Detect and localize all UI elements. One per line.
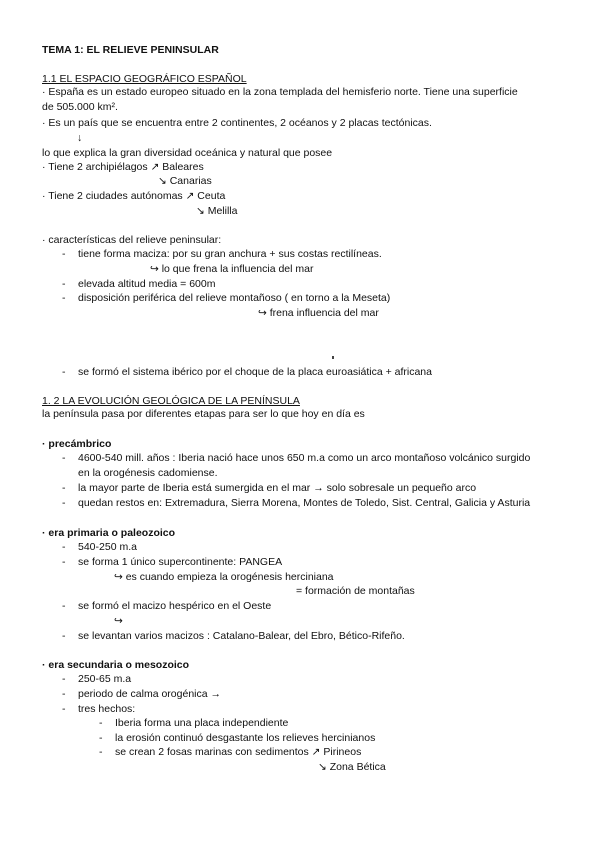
list-item-sub: = formación de montañas — [296, 585, 415, 597]
paragraph-line: la península pasa por diferentes etapas para ser lo que hoy en día es — [42, 408, 365, 420]
list-item-sub: ↪ — [114, 615, 123, 627]
list-item: en la orogénesis cadomiense. — [78, 467, 218, 479]
bullet-dash: - — [99, 717, 103, 729]
bullet-dash: - — [62, 630, 66, 642]
bullet-dash: - — [62, 600, 66, 612]
list-item: 250-65 m.a — [78, 673, 132, 685]
bullet-dash: - — [62, 703, 66, 715]
list-item: disposición periférica del relieve montañoso ( en torno a la Meseta) — [78, 292, 391, 304]
bullet-dash: - — [62, 556, 66, 568]
list-item: se formó el macizo hespérico en el Oeste — [78, 600, 272, 612]
bullet-dash: - — [62, 482, 66, 494]
list-item: 540-250 m.a — [78, 541, 137, 553]
bullet-dash: - — [62, 292, 66, 304]
bullet-dash: - — [62, 278, 66, 290]
bullet-dash: - — [62, 452, 66, 464]
bullet-dash: - — [62, 688, 66, 700]
era-heading-precambrico: · precámbrico — [42, 438, 112, 450]
list-item: periodo de calma orogénica → — [78, 688, 222, 700]
list-item-sub: ↘ Zona Bética — [318, 761, 386, 773]
list-item: se forma 1 único supercontinente: PANGEA — [78, 556, 283, 568]
section-heading-1-2: 1. 2 LA EVOLUCIÓN GEOLÓGICA DE LA PENÍNSULA — [42, 395, 300, 407]
bullet-dash: - — [99, 746, 103, 758]
era-heading-secundaria: · era secundaria o mesozoico — [42, 659, 190, 671]
list-item: la mayor parte de Iberia está sumergida en el mar → solo sobresale un pequeño arco — [78, 482, 477, 494]
list-item-sub: ↪ frena influencia del mar — [258, 307, 379, 319]
arrow-down-icon: ↓ — [77, 132, 83, 144]
bullet-dash: - — [62, 541, 66, 553]
list-item: tres hechos: — [78, 703, 136, 715]
paragraph-line: · España es un estado europeo situado en la zona templada del hemisferio norte. Tiene una superficie — [42, 86, 518, 98]
list-item: quedan restos en: Extremadura, Sierra Morena, Montes de Toledo, Sist. Central, Galicia y Asturia — [78, 497, 531, 509]
list-item-sub: ↪ lo que frena la influencia del mar — [150, 263, 314, 275]
list-item: 4600-540 mill. años : Iberia nació hace unos 650 m.a como un arco montañoso volcánico surgido — [78, 452, 531, 464]
paragraph-line: · Es un país que se encuentra entre 2 continentes, 2 océanos y 2 placas tectónicas. — [42, 117, 432, 129]
paragraph-line: lo que explica la gran diversidad oceánica y natural que posee — [42, 147, 333, 159]
list-item-sub: ↪ es cuando empieza la orogénesis herciniana — [114, 571, 334, 583]
paragraph-line: · características del relieve peninsular: — [42, 234, 222, 246]
paragraph-line: · Tiene 2 ciudades autónomas ↗ Ceuta — [42, 190, 226, 202]
paragraph-line: ↘ Melilla — [196, 205, 238, 217]
paragraph-line: · Tiene 2 archipiélagos ↗ Baleares — [42, 161, 204, 173]
document-title: TEMA 1: EL RELIEVE PENINSULAR — [42, 44, 219, 56]
section-heading-1-1: 1.1 EL ESPACIO GEOGRÁFICO ESPAÑOL — [42, 73, 247, 85]
list-item-nested: se crean 2 fosas marinas con sedimentos ↗ Pirineos — [115, 746, 362, 758]
era-heading-primaria: · era primaria o paleozoico — [42, 527, 176, 539]
bullet-dash: - — [62, 497, 66, 509]
list-item-nested: Iberia forma una placa independiente — [115, 717, 289, 729]
list-item-nested: la erosión continuó desgastante los relieves hercinianos — [115, 732, 376, 744]
bullet-dash: - — [99, 732, 103, 744]
paragraph-line: de 505.000 km². — [42, 101, 118, 113]
list-item: elevada altitud media = 600m — [78, 278, 216, 290]
paragraph-line: ↘ Canarias — [158, 175, 212, 187]
list-item: tiene forma maciza: por su gran anchura + sus costas rectilíneas. — [78, 248, 382, 260]
bullet-dash: - — [62, 366, 66, 378]
bullet-dash: - — [62, 673, 66, 685]
list-item: se levantan varios macizos : Catalano-Balear, del Ebro, Bético-Rifeño. — [78, 630, 405, 642]
stray-mark — [332, 356, 334, 359]
bullet-dash: - — [62, 248, 66, 260]
list-item: se formó el sistema ibérico por el choque de la placa euroasiática + africana — [78, 366, 432, 378]
